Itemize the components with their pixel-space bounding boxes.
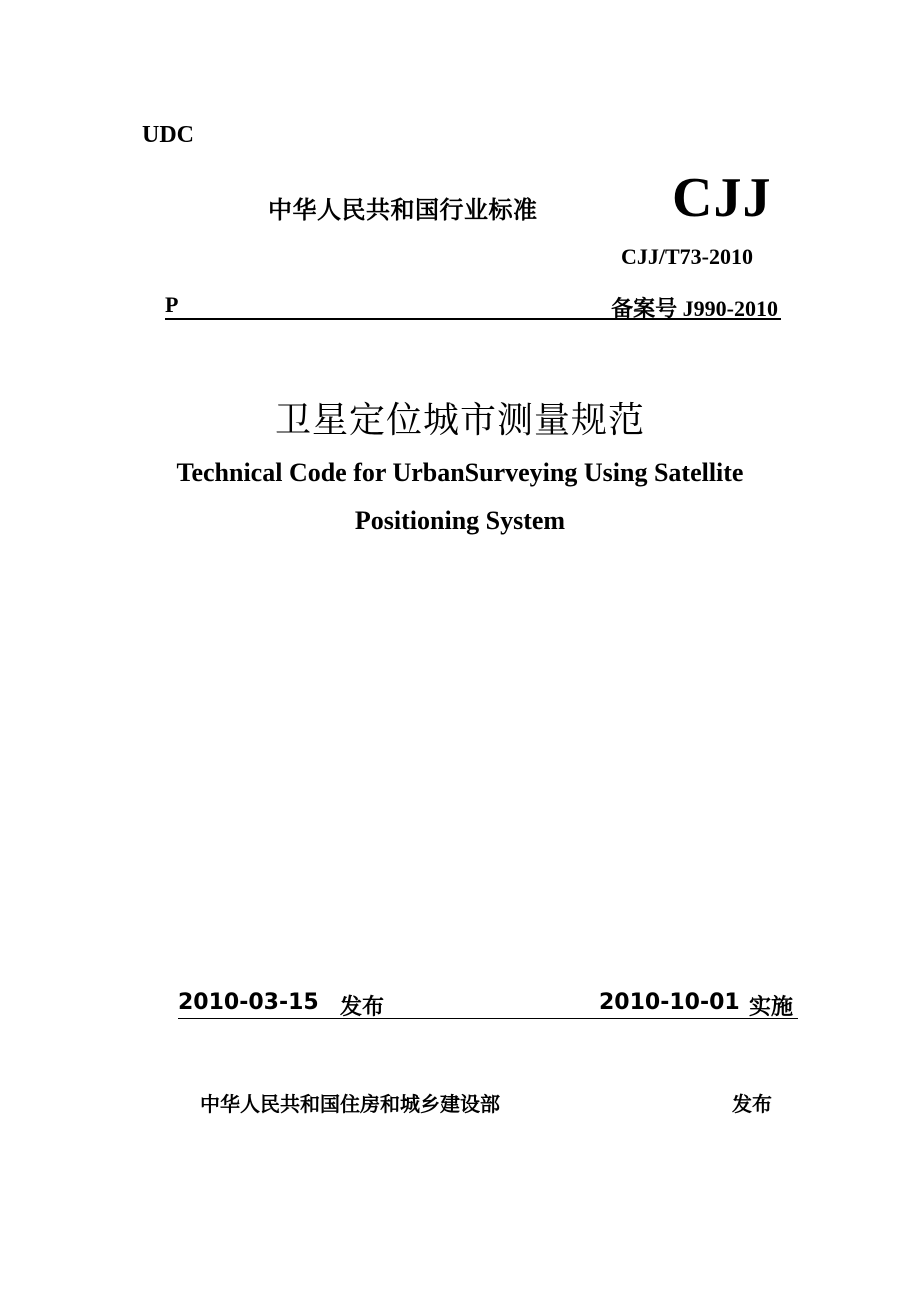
publish-label: 发布 [340,995,385,1020]
udc-label: UDC [142,122,194,148]
category-record-row [165,292,781,320]
issuing-authority: 中华人民共和国住房和城乡建设部 [200,1092,500,1116]
issuer-action-label: 发布 [732,1092,772,1116]
industry-standard-heading: 中华人民共和国行业标准 [268,196,538,224]
document-title-english-line1: Technical Code for UrbanSurveying Using Satellite [176,458,744,487]
standard-number: CJJ/T73-2010 [621,244,753,269]
standard-mark: CJJ [672,167,772,229]
document-title-chinese: 卫星定位城市测量规范 [274,400,645,440]
date-row [178,990,798,1019]
category-letter: P [165,292,179,317]
document-title-english-line2: Positioning System [354,506,566,535]
publish-date: 2010-03-15 [178,990,319,1015]
effective-date: 2010-10-01 [599,990,740,1015]
effective-label: 实施 [749,995,794,1020]
record-number: 备案号 J990-2010 [611,296,778,321]
